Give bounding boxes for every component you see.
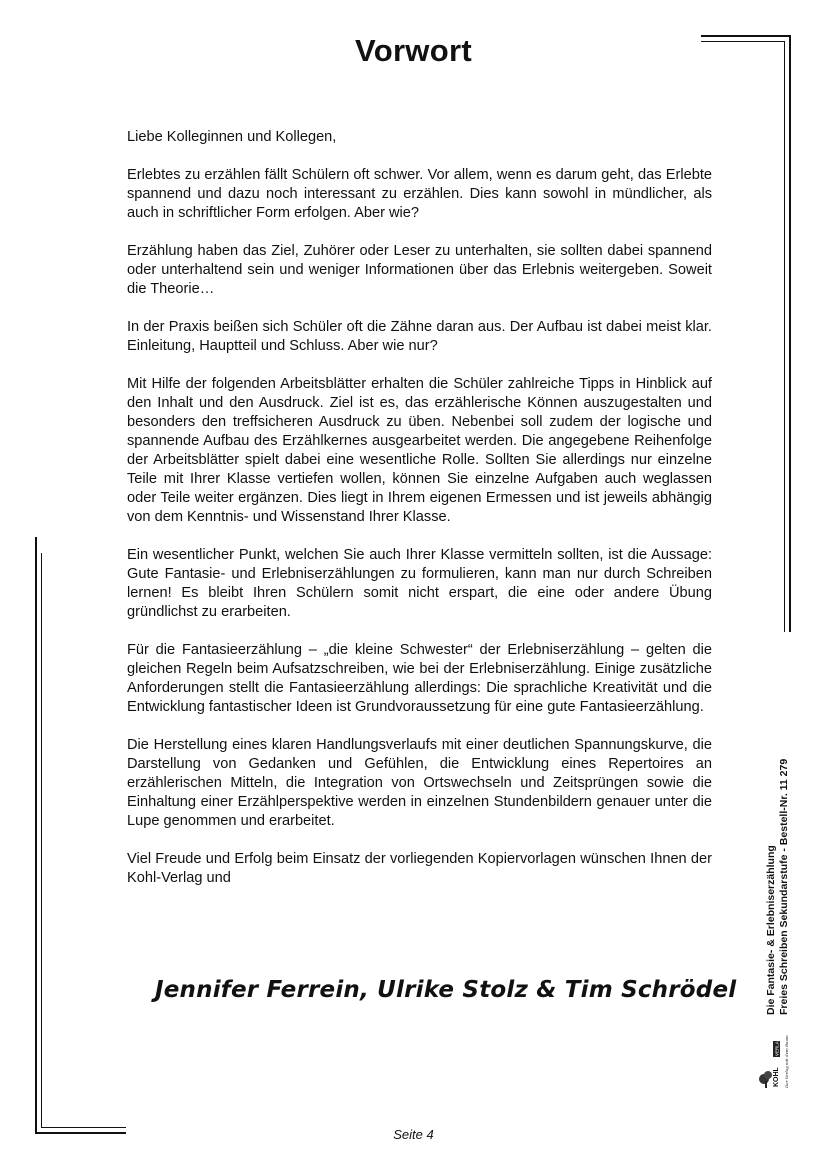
publisher-logo [757,1035,793,1090]
tree-icon [759,1071,772,1088]
logo-brand: KOHL [773,1067,780,1087]
paragraph-8: Viel Freude und Erfolg beim Einsatz der vorliegenden Kopiervorlagen wünschen Ihnen der Kohl-Verlag und [127,851,712,886]
page-number: Seite 4 [393,1127,434,1142]
page-title: Vorwort [355,33,472,68]
foreword-body [127,128,712,907]
frame-top-right-v-inner [784,41,785,632]
paragraph-7: Die Herstellung eines klaren Handlungsverlaufs mit einer deutlichen Spannungskurve, die Darstellung von Gedanken und Gefühlen, die Entwicklung eines Repertoires an erzählerischen Mitteln, die Integration von Ortswechseln und Zeitsprüngen sowie die Einhaltung einer Erzählperspektive werden in einzelnen Stundenbildern genauer unter die Lupe genommen und erarbeitet. [127,737,712,829]
frame-top-right-h-outer [701,35,791,37]
frame-bottom-left-h-inner [41,1127,126,1128]
paragraph-2: Erzählung haben das Ziel, Zuhörer oder Leser zu unterhalten, sie sollten dabei spannend oder unterhaltend sein und weniger Informationen über das Erlebnis weitergeben. Soweit die Theorie… [127,243,712,297]
signature: Jennifer Ferrein, Ulrike Stolz & Tim Schrödel [155,977,737,1003]
side-publication-info [765,759,791,1015]
logo-badge [773,1037,780,1057]
logo-tagline: Der Verlag mit dem Baum [784,1035,789,1088]
paragraph-6: Für die Fantasieerzählung – „die kleine Schwester“ der Erlebniserzählung – gelten die gleichen Regeln beim Aufsatzschreiben, wie bei der Erlebniserzählung. Einige zusätzliche Anforderungen stellt die Fantasieerzählung allerdings: Die sprachliche Kreativität und die Entwicklung fantastischer Ideen ist Grundvoraussetzung für eine gute Fantasieerzählung. [127,642,712,715]
frame-bottom-left-v-inner [41,553,42,1127]
side-info-line2: Freies Schreiben Sekundarstufe - Bestell-Nr. 11 279 [778,758,790,1015]
side-info-line1: Die Fantasie- & Erlebniserzählung [765,845,777,1015]
paragraph-5: Ein wesentlicher Punkt, welchen Sie auch Ihrer Klasse vermitteln sollten, ist die Aussage: Gute Fantasie- und Erlebniserzählungen zu formulieren, kann man nur durch Schreiben lernen! Es bleibt Ihren Schülern somit nicht erspart, die eine oder andere Übung gründlichst zu erarbeiten. [127,547,712,620]
greeting: Liebe Kolleginnen und Kollegen, [127,129,337,145]
paragraph-3: In der Praxis beißen sich Schüler oft die Zähne daran aus. Der Aufbau ist dabei meist klar. Einleitung, Hauptteil und Schluss. Aber wie nur? [127,319,712,354]
frame-top-right-v-outer [789,35,791,632]
frame-top-right-h-inner [701,41,785,42]
paragraph-4: Mit Hilfe der folgenden Arbeitsblätter erhalten die Schüler zahlreiche Tipps in Hinblick auf den Inhalt und den Ausdruck. Ziel ist es, das erzählerische Können auszugestalten und besonders den treffsicheren Ausdruck zu üben. Nebenbei soll zudem der logische und spannende Aufbau des Erzählkernes ausgearbeitet werden. Die angegebene Reihenfolge der Arbeitsblätter spielt dabei eine wesentliche Rolle. Sollten Sie allerdings nur einzelne Teile mit Ihrer Klasse vertiefen wollen, können Sie einzelne Aufgaben auch weglassen oder Teile weiter ergänzen. Dies liegt in Ihrem eigenen Ermessen und ist jeweils abhängig von dem Kenntnis- und Wissenstand Ihrer Klasse. [127,376,712,525]
frame-bottom-left-h-outer [35,1132,126,1134]
frame-bottom-left-v-outer [35,537,37,1134]
paragraph-1: Erlebtes zu erzählen fällt Schülern oft schwer. Vor allem, wenn es darum geht, das Erlebte spannend und dazu noch interessant zu erzählen. Dies kann sowohl in mündlicher, als auch in schriftlicher Form erfolgen. Aber wie? [127,167,712,221]
logo-badge-text: VERLAG [774,1037,780,1056]
